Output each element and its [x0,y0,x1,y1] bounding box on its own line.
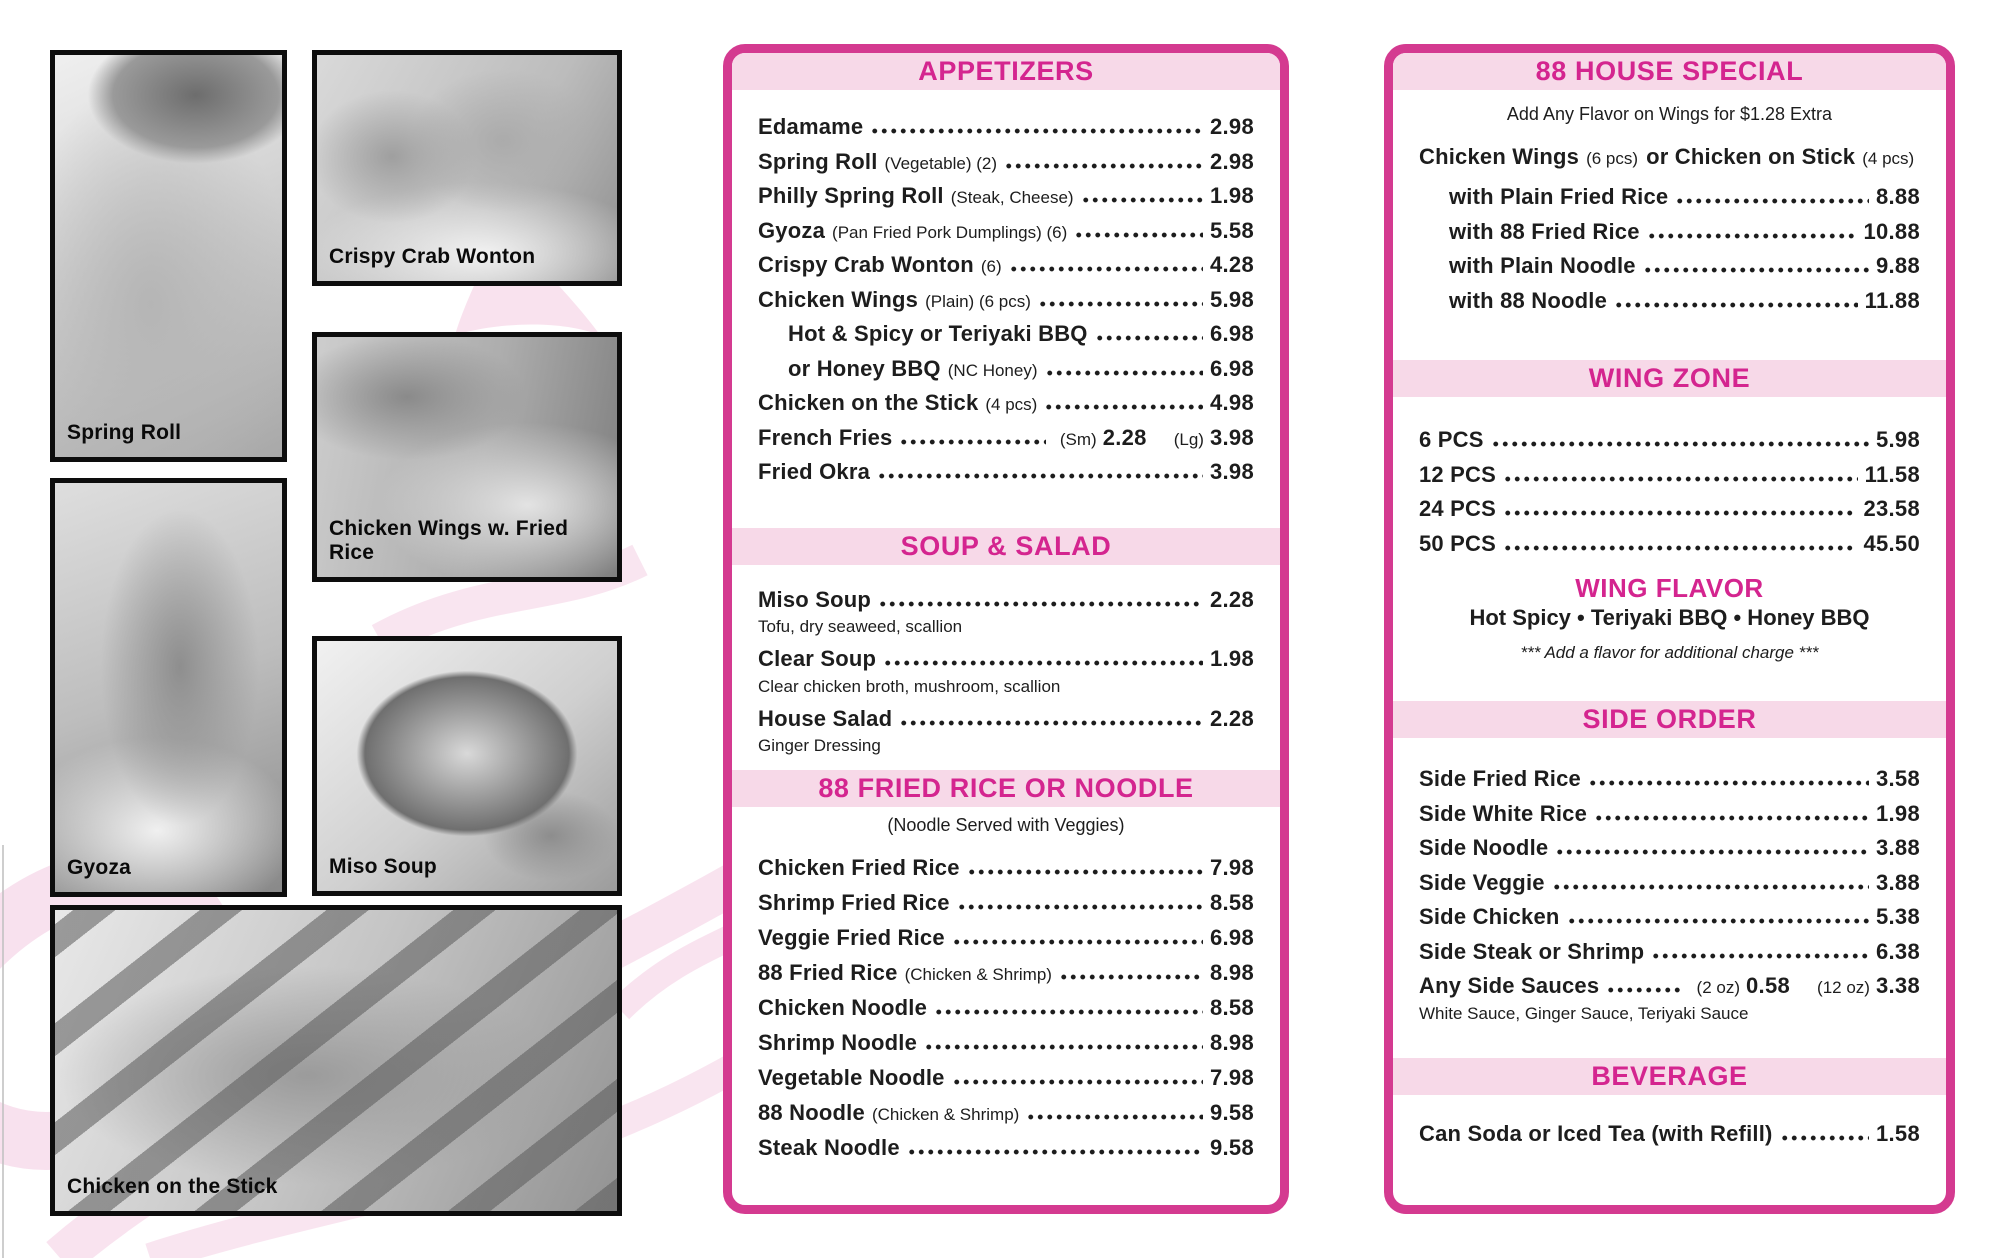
size-label-large: (Lg) [1173,429,1204,449]
house-special-subtitle: Add Any Flavor on Wings for $1.28 Extra [1506,104,1833,124]
item-price: 1.98 [1209,646,1254,671]
dot-leader [957,895,1203,910]
menu-item-chicken-noodle [758,995,1254,1030]
item-name: Shrimp Fried Rice [758,890,950,915]
size-label-small: (Sm) [1059,429,1097,449]
dot-leader [952,1070,1203,1085]
section-header-side-order: SIDE ORDER [1393,701,1946,738]
menu-item-side-veggie [1419,870,1920,905]
item-name: Clear Soup [758,646,877,671]
dot-leader [1552,875,1869,890]
section-header-wing-zone: WING ZONE [1393,360,1946,397]
menu-item-crispy-crab-wonton [758,252,1254,287]
item-name: Spring Roll [758,148,878,174]
dot-leader [952,930,1203,945]
menu-panel-middle [723,44,1289,1214]
dot-leader [1643,258,1869,273]
side-order-list [1393,766,1946,1024]
item-price: 7.98 [1209,1065,1254,1090]
item-description: Tofu, dry seaweed, scallion [758,617,963,636]
menu-item-side-white-rice [1419,801,1920,836]
item-price: 9.58 [1209,1135,1254,1160]
dot-leader [1594,806,1869,821]
dot-leader [1038,292,1203,307]
dot-leader [1074,223,1203,238]
item-name: Chicken Wings [758,286,919,312]
item-name: Side Chicken [1419,904,1560,929]
item-price: 8.88 [1875,184,1920,209]
item-name: House Salad [758,705,893,731]
rice-noodle-subtitle: (Noodle Served with Veggies) [887,815,1125,835]
item-price: 7.98 [1209,855,1254,880]
item-note: (Vegetable) (2) [884,153,997,173]
menu-item-chicken-wings [758,287,1254,322]
dot-leader [907,1140,1203,1155]
menu-item-with-plain-fried-rice [1419,184,1920,219]
item-name: Miso Soup [758,586,872,612]
photo-label: Spring Roll [67,421,182,444]
item-price: 3.58 [1875,766,1920,791]
item-price: 4.28 [1209,252,1254,277]
dot-leader [1044,395,1203,410]
dot-leader [1606,978,1682,993]
dot-leader [1026,1105,1203,1120]
item-price: 9.88 [1875,253,1920,278]
dot-leader [1059,965,1203,980]
item-price: 8.98 [1209,960,1254,985]
item-price: 3.88 [1875,869,1920,895]
section-header-house-special: 88 HOUSE SPECIAL [1393,53,1946,90]
item-price: 6.98 [1209,321,1254,346]
dot-leader [1503,501,1856,516]
menu-item-with-plain-noodle [1419,253,1920,288]
item-price: 4.98 [1209,390,1254,415]
house-special-header [1419,144,1920,174]
item-name: Edamame [758,114,864,139]
dot-leader [883,651,1203,666]
appetizers-list [732,114,1280,494]
rice-noodle-list [732,855,1280,1170]
item-price: 9.58 [1209,1100,1254,1125]
dot-leader [1675,189,1869,204]
menu-item-spring-roll [758,149,1254,184]
item-name: Side Noodle [1419,835,1549,860]
menu-item-chicken-on-stick [758,390,1254,425]
item-name: Hot & Spicy or Teriyaki BBQ [788,321,1088,346]
dot-leader [1647,224,1857,239]
menu-item-can-soda-iced-tea [1419,1121,1920,1156]
house-special-list [1393,144,1946,322]
item-description: Clear chicken broth, mushroom, scallion [758,676,1061,696]
dot-leader [899,711,1203,726]
item-name: Side Steak or Shrimp [1419,938,1645,964]
menu-item-any-side-sauces [1419,973,1920,1024]
item-name: or Honey BBQ [788,355,941,381]
item-name: 88 Fried Rice [758,960,898,985]
item-price-small: 2.28 [1102,424,1147,450]
menu-item-with-88-noodle [1419,288,1920,323]
item-price: 8.58 [1209,890,1254,915]
item-name: Veggie Fried Rice [758,925,945,950]
menu-item-side-fried-rice [1419,766,1920,801]
item-note: (NC Honey) [947,360,1038,380]
dot-leader [1004,154,1203,169]
menu-item-steak-noodle [758,1135,1254,1170]
item-price: 2.28 [1209,705,1254,731]
section-header-rice-noodle: 88 FRIED RICE OR NOODLE [732,770,1280,807]
dot-leader [1780,1126,1869,1141]
item-name: with 88 Fried Rice [1449,218,1640,244]
item-description: Ginger Dressing [758,736,881,755]
item-name: Chicken Wings [1419,144,1580,169]
photo-spring-roll [50,50,287,462]
dot-leader [1491,432,1869,447]
size-label-12oz: (12 oz) [1817,978,1870,997]
photo-crispy-crab-wonton [312,50,622,286]
photo-gyoza [50,478,287,897]
dot-leader [1567,909,1869,924]
photo-chicken-on-stick [50,905,622,1216]
photo-label: Chicken on the Stick [67,1175,278,1198]
item-price: 11.58 [1864,461,1920,487]
item-name: 24 PCS [1419,496,1497,521]
item-name: Side Fried Rice [1419,766,1581,791]
dot-leader [878,592,1203,607]
dot-leader [924,1035,1203,1050]
soup-salad-list [732,587,1280,757]
dot-leader [1503,536,1856,551]
dot-leader [1009,257,1203,272]
item-note: (Chicken & Shrimp) [871,1105,1020,1124]
size-label-2oz: (2 oz) [1696,978,1741,997]
menu-item-edamame [758,114,1254,149]
photo-label: Gyoza [67,856,132,879]
menu-item-vegetable-noodle [758,1065,1254,1100]
item-price: 2.98 [1209,114,1254,139]
item-price: 1.58 [1875,1120,1920,1146]
dot-leader [1555,840,1869,855]
item-price: 3.88 [1875,835,1920,860]
item-name: French Fries [758,424,893,450]
item-description: White Sauce, Ginger Sauce, Teriyaki Sauce [1419,1003,1749,1023]
item-price: 6.98 [1209,925,1254,950]
item-name: 50 PCS [1419,530,1497,556]
menu-item-hot-spicy-teriyaki [758,321,1254,356]
item-price: 5.58 [1209,217,1254,243]
item-price: 6.98 [1209,355,1254,381]
photo-label: Chicken Wings w. Fried Rice [329,517,569,564]
item-name: Shrimp Noodle [758,1030,918,1055]
menu-item-miso-soup [758,587,1254,638]
item-price-large: 3.98 [1209,424,1254,450]
menu-item-gyoza [758,218,1254,253]
item-name: Chicken Noodle [758,995,928,1020]
dot-leader [1503,467,1858,482]
dot-leader [870,119,1203,134]
dot-leader [967,860,1203,875]
menu-panel-right [1384,44,1955,1214]
menu-item-house-salad [758,706,1254,757]
scan-edge-artifact [2,845,4,1258]
item-price: 8.58 [1209,995,1254,1020]
item-price: 2.28 [1209,586,1254,612]
menu-item-side-noodle [1419,835,1920,870]
item-price: 23.58 [1863,496,1920,521]
photo-label: Miso Soup [329,855,437,878]
item-name: Chicken on the Stick [758,390,979,415]
menu-item-philly-spring-roll [758,183,1254,218]
item-name: 6 PCS [1419,427,1484,452]
item-price: 5.98 [1209,286,1254,312]
item-name: Side White Rice [1419,800,1588,826]
menu-item-6pcs [1419,427,1920,462]
dot-leader [934,1000,1203,1015]
item-price: 45.50 [1863,530,1920,556]
dot-leader [877,464,1203,479]
item-note: (Steak, Cheese) [950,188,1074,207]
dot-leader [1095,326,1203,341]
menu-item-side-chicken [1419,904,1920,939]
item-price: 1.98 [1209,183,1254,208]
item-note: (4 pcs) [1862,149,1915,168]
item-name: with 88 Noodle [1449,287,1608,313]
item-price: 5.98 [1875,427,1920,452]
item-name: Steak Noodle [758,1135,900,1160]
dot-leader [1614,293,1858,308]
item-note: (6 pcs) [1586,149,1639,168]
section-header-appetizers: APPETIZERS [732,53,1280,90]
dot-leader [1588,771,1869,786]
item-note: (Chicken & Shrimp) [904,965,1052,984]
item-name: Crispy Crab Wonton [758,252,974,277]
menu-item-side-steak-shrimp [1419,939,1920,974]
item-name: Any Side Sauces [1419,973,1600,998]
menu-item-chicken-fried-rice [758,855,1254,890]
dot-leader [1651,944,1869,959]
item-name: Fried Okra [758,459,871,484]
menu-item-shrimp-noodle [758,1030,1254,1065]
menu-item-12pcs [1419,462,1920,497]
item-price-12oz: 3.38 [1875,973,1920,998]
menu-item-clear-soup [758,646,1254,697]
menu-item-with-88-fried-rice [1419,219,1920,254]
menu-item-fried-okra [758,459,1254,494]
menu-item-french-fries [758,425,1254,460]
item-note: (Pan Fried Pork Dumplings) (6) [832,222,1068,242]
item-name: with Plain Noodle [1449,253,1636,278]
menu-item-veggie-fried-rice [758,925,1254,960]
item-note: (6) [980,257,1002,276]
section-header-soup-salad: SOUP & SALAD [732,528,1280,565]
menu-item-24pcs [1419,496,1920,531]
item-name: Chicken Fried Rice [758,855,960,880]
photo-miso-soup [312,636,622,896]
menu-item-50pcs [1419,531,1920,566]
menu-item-88-fried-rice [758,960,1254,995]
item-price: 1.98 [1875,800,1920,826]
item-note: (Plain) (6 pcs) [925,291,1031,311]
item-price: 3.98 [1209,459,1254,484]
dot-leader [1081,188,1203,203]
item-name: with Plain Fried Rice [1449,184,1669,209]
menu-item-shrimp-fried-rice [758,890,1254,925]
item-price: 10.88 [1863,218,1920,244]
photo-label: Crispy Crab Wonton [329,245,536,268]
dot-leader [899,430,1045,445]
item-price: 5.38 [1875,904,1920,929]
item-name: 88 Noodle [758,1100,865,1125]
item-name: Can Soda or Iced Tea (with Refill) [1419,1120,1773,1146]
wing-flavor-heading: WING FLAVOR [1575,573,1764,603]
menu-item-88-noodle [758,1100,1254,1135]
wing-flavor-options: Hot Spicy • Teriyaki BBQ • Honey BBQ [1469,605,1870,630]
item-name: Gyoza [758,217,826,243]
item-price: 2.98 [1209,148,1254,174]
item-name: Philly Spring Roll [758,183,944,208]
menu-item-honey-bbq [758,356,1254,391]
dot-leader [1045,361,1203,376]
section-header-beverage: BEVERAGE [1393,1058,1946,1095]
item-price-2oz: 0.58 [1746,973,1791,998]
item-price: 8.98 [1209,1030,1254,1055]
item-name: Vegetable Noodle [758,1065,945,1090]
item-name: or Chicken on Stick [1646,144,1856,169]
item-price: 11.88 [1864,287,1920,313]
item-note: (4 pcs) [985,395,1038,414]
item-name: Side Veggie [1419,869,1545,895]
beverage-list [1393,1121,1946,1156]
photo-chicken-wings-fried-rice [312,332,622,582]
item-name: 12 PCS [1419,461,1497,487]
item-price: 6.38 [1875,938,1920,964]
wing-zone-list [1393,427,1946,565]
wing-flavor-note: *** Add a flavor for additional charge *** [1520,643,1819,662]
